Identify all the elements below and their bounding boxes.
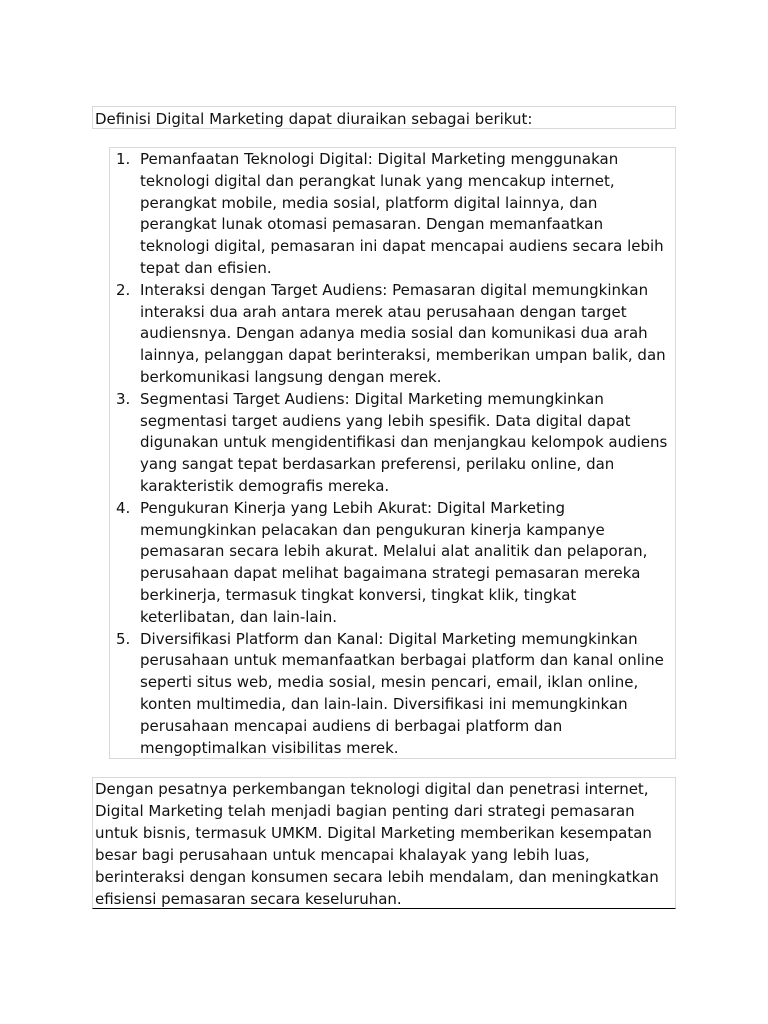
list-item-text: Segmentasi Target Audiens: Digital Marketing memungkinkan segmentasi target audiens yang lebih spesifik. Data digital dapat digunakan untuk mengidentifikasi dan menjangkau kelompok audiens yang sangat tepat berdasarkan preferensi, perilaku online, dan karakteristik demografis mereka. (140, 389, 668, 495)
list-item-number: 4. (116, 498, 131, 517)
list-item-number: 1. (116, 150, 131, 168)
list-item (110, 498, 671, 629)
list-item-number: 3. (116, 389, 131, 408)
list-item (110, 389, 671, 498)
list-item-text: Pengukuran Kinerja yang Lebih Akurat: Digital Marketing memungkinkan pelacakan dan pengukuran kinerja kampanye pemasaran secara lebih akurat. Melalui alat analitik dan pelaporan, perusahaan dapat melihat bagaimana strategi pemasaran mereka berkinerja, termasuk tingkat konversi, tingkat klik, tingkat keterlibatan, dan lain-lain. (140, 498, 648, 626)
list-item (110, 629, 671, 760)
list-item-text: Interaksi dengan Target Audiens: Pemasaran digital memungkinkan interaksi dua arah antara merek atau perusahaan dengan target audiensnya. Dengan adanya media sosial dan komunikasi dua arah lainnya, pelanggan dapat berinteraksi, memberikan umpan balik, dan berkomunikasi langsung dengan merek. (140, 280, 666, 386)
definition-list-box (109, 147, 676, 759)
list-item (110, 280, 671, 389)
definition-list (110, 149, 671, 759)
list-item-text: Pemanfaatan Teknologi Digital: Digital Marketing menggunakan teknologi digital dan perangkat lunak yang mencakup internet, perangkat mobile, media sosial, platform digital lainnya, dan perangkat lunak otomasi pemasaran. Dengan memanfaatkan teknologi digital, pemasaran ini dapat mencapai audiens secara lebih tepat dan efisien. (140, 150, 664, 277)
list-item-number: 5. (116, 629, 131, 648)
list-item-number: 2. (116, 280, 131, 299)
intro-text-box (92, 106, 676, 129)
list-item (110, 149, 671, 280)
closing-paragraph: Dengan pesatnya perkembangan teknologi digital dan penetrasi internet, Digital Marketing telah menjadi bagian penting dari strategi pemasaran untuk bisnis, termasuk UMKM. Digital Marketing memberikan kesempatan besar bagi perusahaan untuk mencapai khalayak yang lebih luas, berinteraksi dengan konsumen secara lebih mendalam, dan meningkatkan efisiensi pemasaran secara keseluruhan. (95, 780, 659, 908)
list-item-text: Diversifikasi Platform dan Kanal: Digital Marketing memungkinkan perusahaan untuk memanfaatkan berbagai platform dan kanal online seperti situs web, media sosial, mesin pencari, email, iklan online, konten multimedia, dan lain-lain. Diversifikasi ini memungkinkan perusahaan mencapai audiens di berbagai platform dan mengoptimalkan visibilitas merek. (140, 629, 664, 757)
closing-paragraph-box (92, 777, 676, 909)
intro-sentence: Definisi Digital Marketing dapat diuraikan sebagai berikut: (95, 110, 533, 128)
